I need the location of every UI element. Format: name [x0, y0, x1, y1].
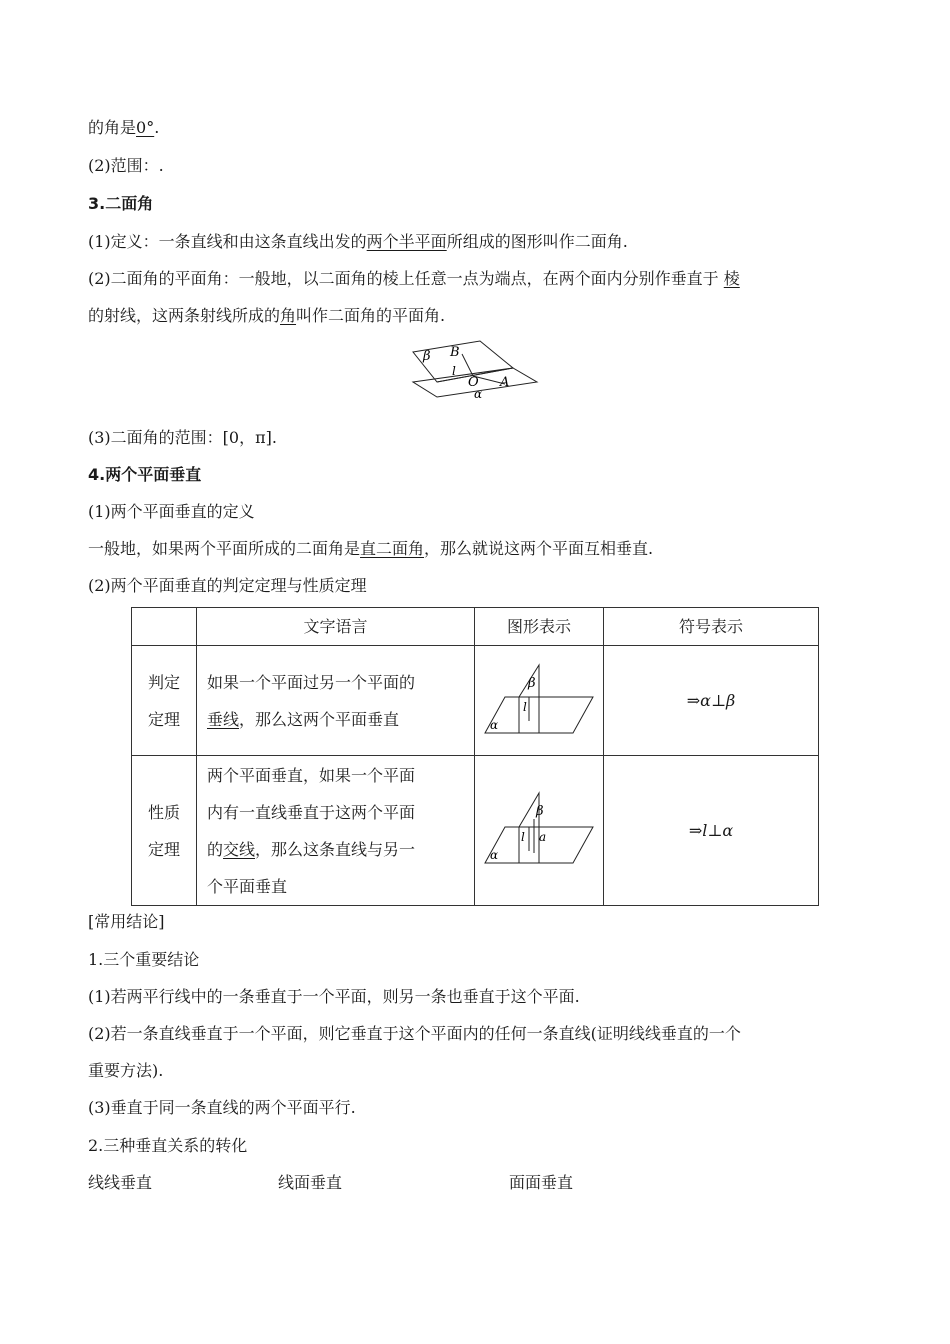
perp-definition-line [88, 539, 653, 559]
label-alpha: α [490, 717, 499, 732]
theorem-name-line: 定理 [147, 709, 180, 729]
text-line: 1.三个重要结论 [88, 950, 200, 969]
text-line: 重要方法). [88, 1061, 164, 1080]
label-l: l [523, 699, 527, 714]
theorem-text-line: 个平面垂直 [207, 876, 288, 896]
implies-symbol: ⇒ [686, 691, 701, 710]
transform-item: 面面垂直 [509, 1173, 574, 1192]
line-suffix: 叫作二面角的平面角. [296, 306, 446, 325]
ray-OB [462, 354, 473, 376]
line-prefix: 一般地，如果两个平面所成的二面角是 [88, 539, 361, 558]
label-beta: β [536, 803, 544, 819]
fill-answer: 棱 [723, 269, 740, 288]
text-line: (2)若一条直线垂直于一个平面，则它垂直于这个平面内的任何一条直线(证明线线垂直的一个 [88, 1024, 741, 1043]
label-beta: β [528, 675, 536, 691]
label-l: l [521, 829, 525, 844]
label-A: A [500, 375, 510, 390]
fill-answer: 垂线 [207, 709, 240, 729]
judgment-theorem-figure [483, 663, 595, 739]
figure-cell [475, 646, 604, 756]
text-line [88, 118, 159, 138]
transform-item: 线线垂直 [88, 1173, 153, 1192]
line-prefix: 的角是 [88, 118, 137, 137]
text-line: 2.三种垂直关系的转化 [88, 1136, 248, 1155]
theorem-name-cell [132, 756, 197, 906]
text-line: [常用结论] [88, 912, 165, 931]
theorem-text-line [207, 831, 468, 868]
line-prefix: (2)二面角的平面角：一般地，以二面角的棱上任意一点为端点，在两个面内分别作垂直于 [88, 269, 719, 288]
theorem-name-line: 定理 [147, 839, 180, 859]
symbol-cell [604, 756, 819, 906]
text-line: (2)范围：. [88, 156, 164, 175]
text-line: (1)若两平行线中的一条垂直于一个平面，则另一条也垂直于这个平面. [88, 987, 580, 1006]
table-row [132, 646, 819, 756]
label-alpha: α [490, 847, 499, 862]
table-header-cell: 图形表示 [475, 608, 604, 646]
plane-angle-line-2 [88, 306, 445, 326]
line-prefix: 的射线，这两条射线所成的 [88, 306, 281, 325]
line-prefix: (1)定义：一条直线和由这条直线出发的 [88, 232, 367, 251]
theorem-text-cell [197, 756, 475, 906]
fill-answer: 角 [280, 306, 297, 325]
fill-answer: 交线 [223, 839, 256, 859]
text-line: (1)两个平面垂直的定义 [88, 502, 255, 521]
theorem-name-line: 性质 [147, 802, 180, 822]
table-header-cell: 文字语言 [197, 608, 475, 646]
theorem-table [131, 607, 819, 906]
theorem-text-line: 如果一个平面过另一个平面的 [207, 672, 416, 692]
theorem-text-line: 内有一直线垂直于这两个平面 [207, 802, 416, 822]
label-a: a [539, 829, 547, 844]
text-line: (3)垂直于同一条直线的两个平面平行. [88, 1098, 356, 1117]
line-suffix: . [154, 118, 160, 137]
label-alpha: α [474, 387, 483, 401]
label-O: O [468, 375, 479, 390]
theorem-name-line: 判定 [147, 672, 180, 692]
symbol-expression: α⊥β [700, 691, 736, 710]
section-heading: 3.二面角 [88, 194, 154, 213]
plane-angle-line [88, 269, 740, 289]
label-beta: β [423, 349, 431, 364]
fill-answer: 两个半平面 [366, 232, 447, 251]
theorem-text-line: 两个平面垂直，如果一个平面 [207, 765, 416, 785]
theorem-name-cell [132, 646, 197, 756]
dihedral-angle-figure [410, 338, 542, 404]
implies-symbol: ⇒ [688, 821, 703, 840]
label-l: l [452, 364, 456, 378]
fill-answer: 直二面角 [360, 539, 425, 558]
line-suffix: 所组成的图形叫作二面角. [446, 232, 628, 251]
table-header-cell [132, 608, 197, 646]
theorem-text-line [207, 701, 468, 738]
theorem-text-cell [197, 646, 475, 756]
definition-line [88, 232, 628, 252]
fill-answer: 0° [136, 118, 155, 137]
line-suffix: ，那么这条直线与另一 [255, 839, 416, 859]
line-suffix: ，那么就说这两个平面互相垂直. [424, 539, 654, 558]
figure-cell [475, 756, 604, 906]
property-theorem-figure [483, 791, 595, 871]
section-heading: 4.两个平面垂直 [88, 465, 202, 484]
table-row [132, 756, 819, 906]
line-prefix: 的 [207, 839, 224, 859]
table-header-row [132, 608, 819, 646]
table-header-cell: 符号表示 [604, 608, 819, 646]
line-suffix: ，那么这两个平面垂直 [239, 709, 400, 729]
text-line: (3)二面角的范围：[0，π]. [88, 428, 277, 447]
transform-item: 线面垂直 [278, 1173, 343, 1192]
label-B: B [450, 345, 460, 360]
symbol-expression: l⊥α [702, 821, 734, 840]
symbol-cell [604, 646, 819, 756]
text-line: (2)两个平面垂直的判定定理与性质定理 [88, 576, 367, 595]
